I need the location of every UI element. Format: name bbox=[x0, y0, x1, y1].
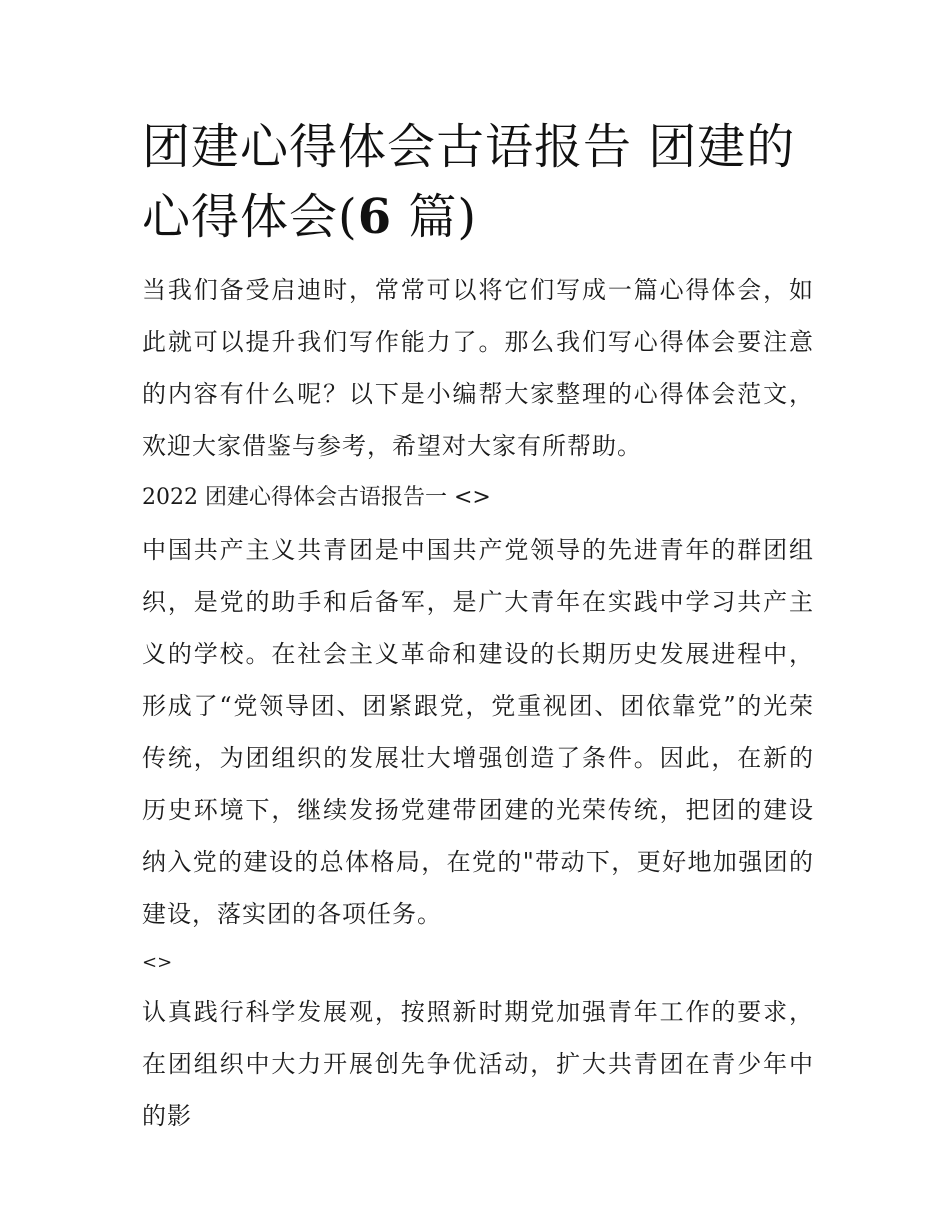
body-paragraph-2: 认真践行科学发展观，按照新时期党加强青年工作的要求，在团组织中大力开展创先争优活动，扩大共青团在青少年中的影 bbox=[142, 998, 814, 1130]
title-count: 6 bbox=[357, 189, 393, 245]
document-title bbox=[142, 112, 814, 252]
intro-paragraph: 当我们备受启迪时，常常可以将它们写成一篇心得体会，如此就可以提升我们写作能力了。那么我们写心得体会要注意的内容有什么呢？以下是小编帮大家整理的心得体会范文，欢迎大家借鉴与参考，希望对大家有所帮助。 bbox=[142, 276, 814, 460]
section-marker: <> bbox=[142, 952, 173, 973]
title-suffix: 篇) bbox=[392, 189, 478, 245]
section-heading: 2022 团建心得体会古语报告一 <> bbox=[142, 485, 491, 510]
body-paragraph-1: 中国共产主义共青团是中国共产党领导的先进青年的群团组织，是党的助手和后备军，是广大青年在实践中学习共产主义的学校。在社会主义革命和建设的长期历史发展进程中，形成了“党领导团、团紧跟党，党重视团、团依靠党”的光荣传统，为团组织的发展壮大增强创造了条件。因此，在新的历史环境下，继续发扬党建带团建的光荣传统，把团的建设纳入党的建设的总体格局，在党的"带动下，更好地加强团的建设，落实团的各项任务。 bbox=[142, 536, 814, 928]
document-content bbox=[142, 112, 814, 1142]
title-text: 团建心得体会古语报告 团建的心得体会( bbox=[142, 119, 796, 245]
